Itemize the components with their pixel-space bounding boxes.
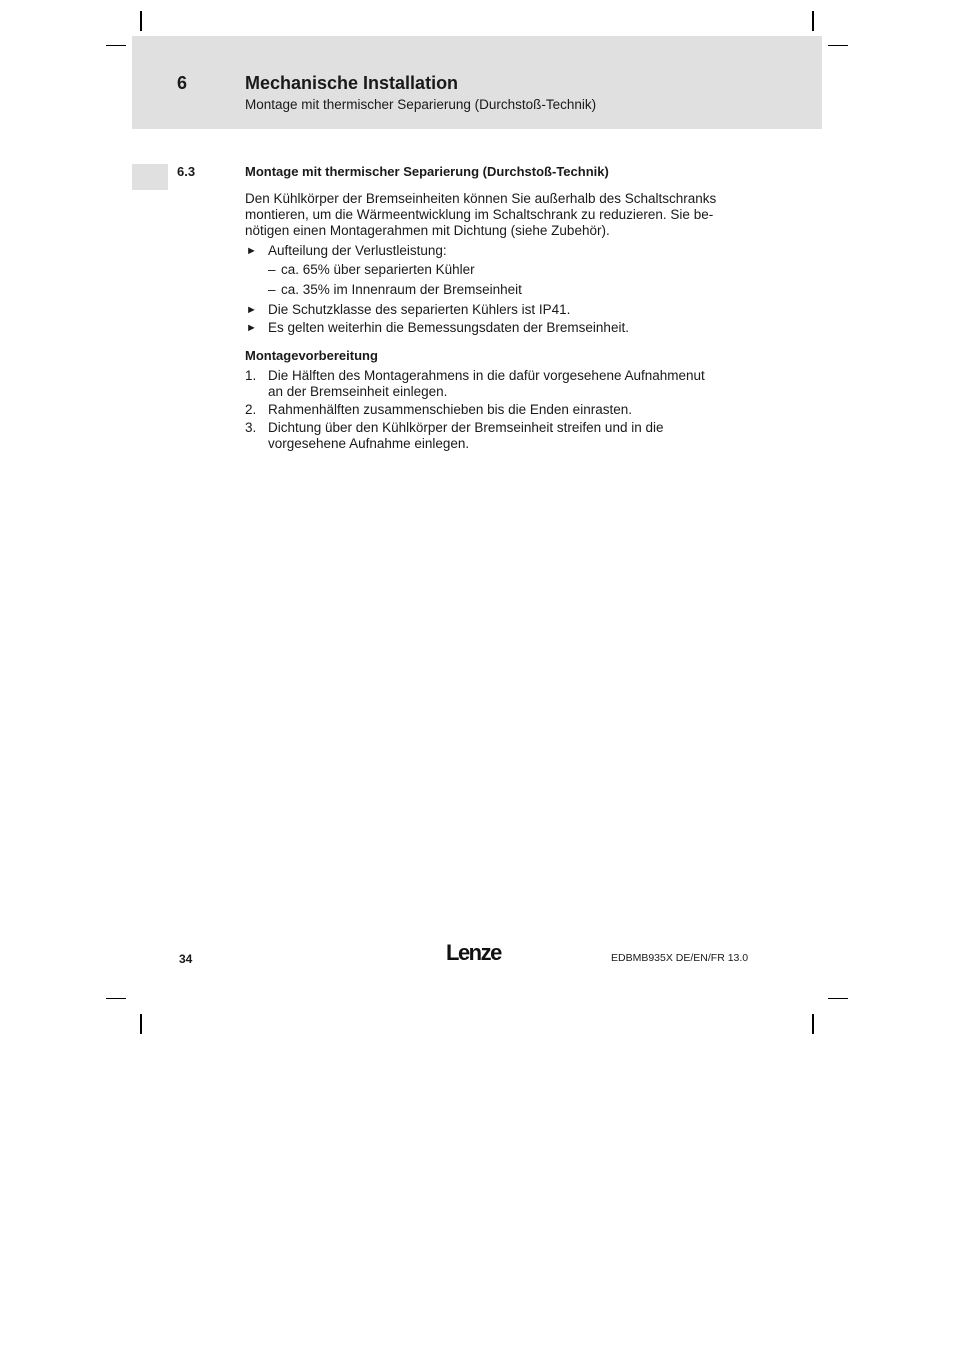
preparation-heading: Montagevorbereitung: [245, 348, 378, 363]
step-line: vorgesehene Aufnahme einlegen.: [268, 436, 470, 451]
triangle-bullet-icon: ►: [246, 245, 257, 257]
step-number: 2.: [245, 402, 257, 417]
section-body: [245, 191, 745, 454]
crop-mark-top-left-vertical: [140, 11, 142, 31]
sub-list-item-text: ca. 35% im Innenraum der Bremseinheit: [281, 282, 522, 297]
chapter-header-band: [132, 36, 822, 129]
lenze-logo: Lenze: [446, 940, 501, 965]
list-item: [245, 243, 745, 298]
crop-mark-top-left-horizontal: [106, 45, 126, 46]
intro-paragraph: [245, 191, 745, 239]
dash-icon: –: [268, 282, 276, 297]
triangle-bullet-icon: ►: [246, 304, 257, 316]
step-line: Rahmenhälften zusammenschieben bis die Enden einrasten.: [268, 402, 632, 417]
section-title: Montage mit thermischer Separierung (Durchstoß-Technik): [245, 164, 609, 179]
intro-line: montieren, um die Wärmeentwicklung im Schaltschrank zu reduzieren. Sie be-: [245, 207, 714, 222]
chapter-subtitle: Montage mit thermischer Separierung (Durchstoß-Technik): [245, 97, 597, 112]
step-line: Dichtung über den Kühlkörper der Bremseinheit streifen und in die: [268, 420, 664, 435]
section-tab-marker: [132, 164, 168, 190]
step-item: [245, 402, 745, 418]
chapter-title: Mechanische Installation: [245, 73, 459, 93]
preparation-steps: [245, 368, 745, 452]
crop-mark-bottom-left-horizontal: [106, 998, 126, 999]
list-item-text: Aufteilung der Verlustleistung:: [268, 243, 447, 258]
crop-mark-bottom-right-vertical: [812, 1014, 814, 1034]
chapter-number: 6: [177, 73, 188, 93]
list-item: [245, 320, 745, 336]
list-item-text: Es gelten weiterhin die Bemessungsdaten der Bremseinheit.: [268, 320, 629, 335]
document-id: EDBMB935X DE/EN/FR 13.0: [611, 952, 749, 964]
intro-line: Den Kühlkörper der Bremseinheiten können Sie außerhalb des Schaltschranks: [245, 191, 717, 206]
step-line: Die Hälften des Montagerahmens in die dafür vorgesehene Aufnahmenut: [268, 368, 705, 383]
crop-mark-bottom-left-vertical: [140, 1014, 142, 1034]
page-number: 34: [179, 952, 193, 966]
bullet-list: [245, 243, 745, 336]
sub-list: [268, 262, 745, 298]
crop-mark-bottom-right-horizontal: [828, 998, 848, 999]
step-number: 1.: [245, 368, 257, 383]
triangle-bullet-icon: ►: [246, 322, 257, 334]
list-item-text: Die Schutzklasse des separierten Kühlers ist IP41.: [268, 302, 571, 317]
sub-list-item: [268, 262, 745, 278]
crop-mark-top-right-vertical: [812, 11, 814, 31]
step-item: [245, 368, 745, 400]
intro-line: nötigen einen Montagerahmen mit Dichtung (siehe Zubehör).: [245, 223, 610, 238]
sub-list-item: [268, 282, 745, 298]
step-item: [245, 420, 745, 452]
sub-list-item-text: ca. 65% über separierten Kühler: [281, 262, 475, 277]
crop-mark-top-right-horizontal: [828, 45, 848, 46]
step-line: an der Bremseinheit einlegen.: [268, 384, 448, 399]
section-number: 6.3: [177, 164, 196, 179]
dash-icon: –: [268, 262, 276, 277]
step-number: 3.: [245, 420, 257, 435]
list-item: [245, 302, 745, 318]
